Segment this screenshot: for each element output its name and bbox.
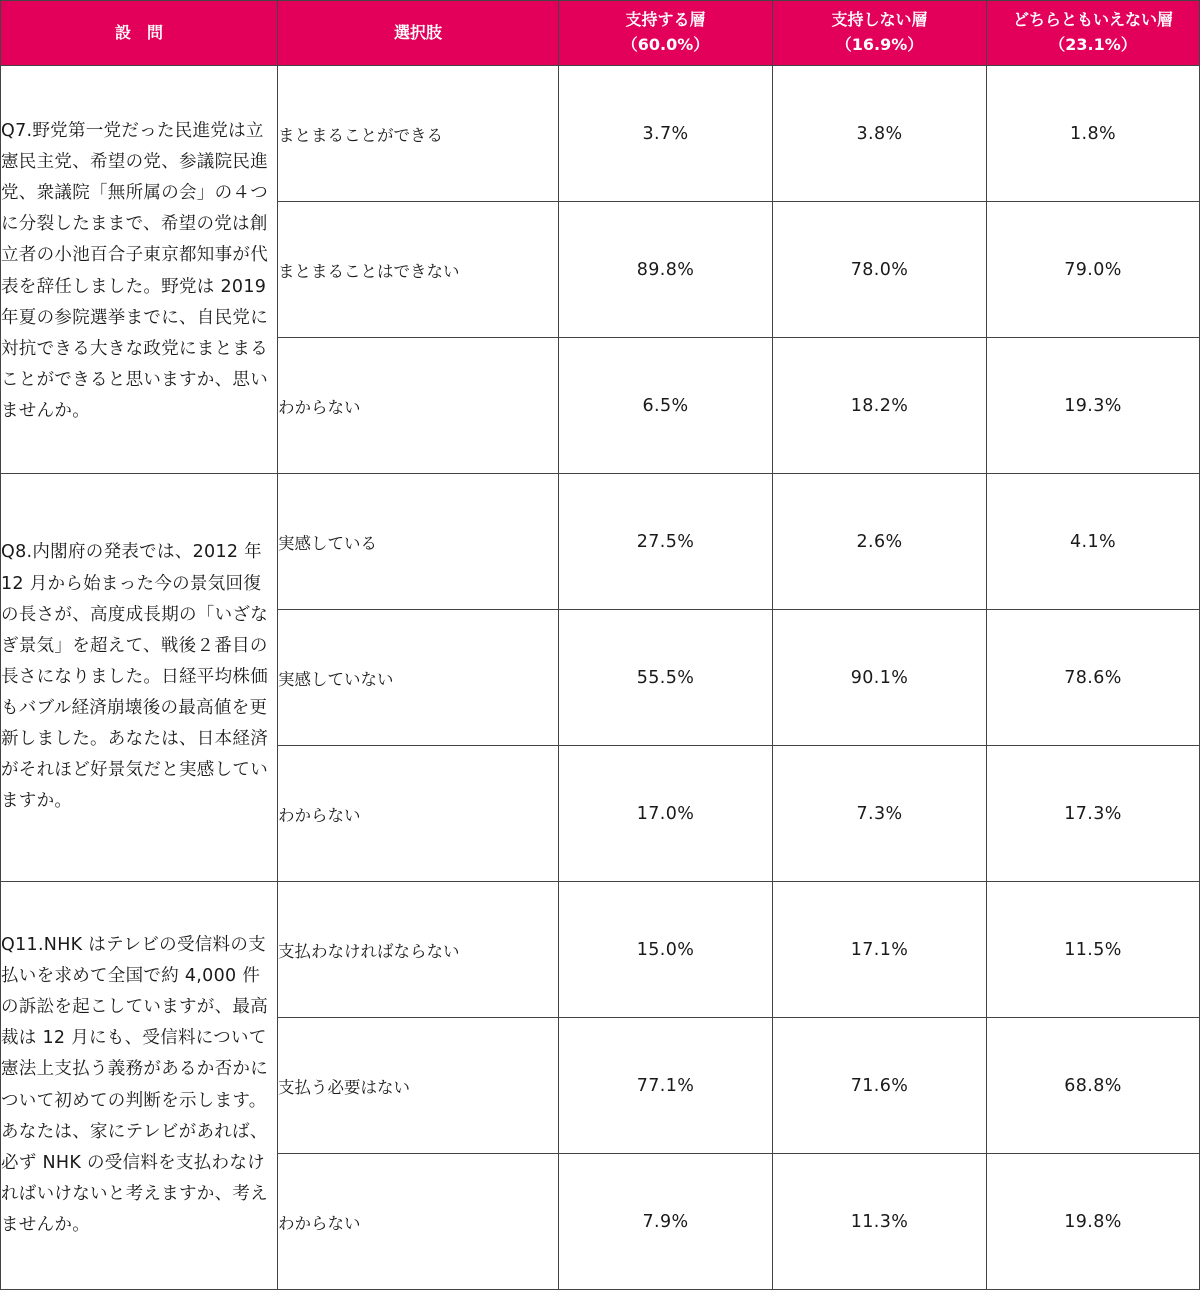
option-cell: まとまることはできない bbox=[278, 202, 559, 338]
value-cell: 17.3% bbox=[987, 746, 1200, 882]
table-row bbox=[1, 66, 1200, 202]
question-q7: Q7.野党第一党だった民進党は立憲民主党、希望の党、参議院民進党、衆議院「無所属の会」の４つに分裂したままで、希望の党は創立者の小池百合子東京都知事が代表を辞任しました。野党は 2019 年夏の参院選挙までに、自民党に対抗できる大きな政党にまとまることができると思いますか、思いませんか。 bbox=[1, 66, 278, 474]
value-cell: 11.3% bbox=[773, 1154, 987, 1290]
group-name: どちらともいえない層 bbox=[1012, 10, 1173, 30]
value-cell: 27.5% bbox=[559, 474, 773, 610]
value-cell: 17.1% bbox=[773, 882, 987, 1018]
group-name: 支持する層 bbox=[625, 10, 706, 30]
header-row bbox=[1, 1, 1200, 66]
header-option bbox=[278, 1, 559, 66]
option-cell: わからない bbox=[278, 338, 559, 474]
value-cell: 1.8% bbox=[987, 66, 1200, 202]
option-cell: 実感している bbox=[278, 474, 559, 610]
value-cell: 6.5% bbox=[559, 338, 773, 474]
question-q8: Q8.内閣府の発表では、2012 年 12 月から始まった今の景気回復の長さが、高度成長期の「いざなぎ景気」を超えて、戦後２番目の長さになりました。日経平均株価もバブル経済崩壊後の最高値を更新しました。あなたは、日本経済がそれほど好景気だと実感していますか。 bbox=[1, 474, 278, 882]
table-row bbox=[1, 474, 1200, 610]
value-cell: 18.2% bbox=[773, 338, 987, 474]
option-cell: 支払わなければならない bbox=[278, 882, 559, 1018]
option-cell: 実感していない bbox=[278, 610, 559, 746]
header-question-label: 設 問 bbox=[114, 22, 163, 42]
option-cell: わからない bbox=[278, 746, 559, 882]
value-cell: 7.9% bbox=[559, 1154, 773, 1290]
option-cell: わからない bbox=[278, 1154, 559, 1290]
value-cell: 71.6% bbox=[773, 1018, 987, 1154]
option-cell: 支払う必要はない bbox=[278, 1018, 559, 1154]
header-option-label: 選択肢 bbox=[393, 22, 442, 42]
value-cell: 3.8% bbox=[773, 66, 987, 202]
group-share: （23.1%） bbox=[1049, 35, 1137, 54]
value-cell: 79.0% bbox=[987, 202, 1200, 338]
value-cell: 3.7% bbox=[559, 66, 773, 202]
value-cell: 55.5% bbox=[559, 610, 773, 746]
header-question bbox=[1, 1, 278, 66]
value-cell: 19.3% bbox=[987, 338, 1200, 474]
header-group-neutral bbox=[987, 1, 1200, 66]
header-group-non-supporters bbox=[773, 1, 987, 66]
option-cell: まとまることができる bbox=[278, 66, 559, 202]
group-share: （16.9%） bbox=[835, 35, 924, 54]
value-cell: 19.8% bbox=[987, 1154, 1200, 1290]
value-cell: 2.6% bbox=[773, 474, 987, 610]
table-row bbox=[1, 882, 1200, 1018]
value-cell: 89.8% bbox=[559, 202, 773, 338]
value-cell: 90.1% bbox=[773, 610, 987, 746]
value-cell: 78.6% bbox=[987, 610, 1200, 746]
group-name: 支持しない層 bbox=[831, 10, 928, 30]
value-cell: 17.0% bbox=[559, 746, 773, 882]
value-cell: 7.3% bbox=[773, 746, 987, 882]
value-cell: 77.1% bbox=[559, 1018, 773, 1154]
group-share: （60.0%） bbox=[621, 35, 710, 54]
value-cell: 4.1% bbox=[987, 474, 1200, 610]
value-cell: 15.0% bbox=[559, 882, 773, 1018]
value-cell: 78.0% bbox=[773, 202, 987, 338]
question-q11: Q11.NHK はテレビの受信料の支払いを求めて全国で約 4,000 件の訴訟を起こしていますが、最高裁は 12 月にも、受信料について憲法上支払う義務があるか否かについて初めての判断を示します。あなたは、家にテレビがあれば、必ず NHK の受信料を支払わなければいけないと考えますか、考えませんか。 bbox=[1, 882, 278, 1290]
value-cell: 68.8% bbox=[987, 1018, 1200, 1154]
value-cell: 11.5% bbox=[987, 882, 1200, 1018]
header-group-supporters bbox=[559, 1, 773, 66]
